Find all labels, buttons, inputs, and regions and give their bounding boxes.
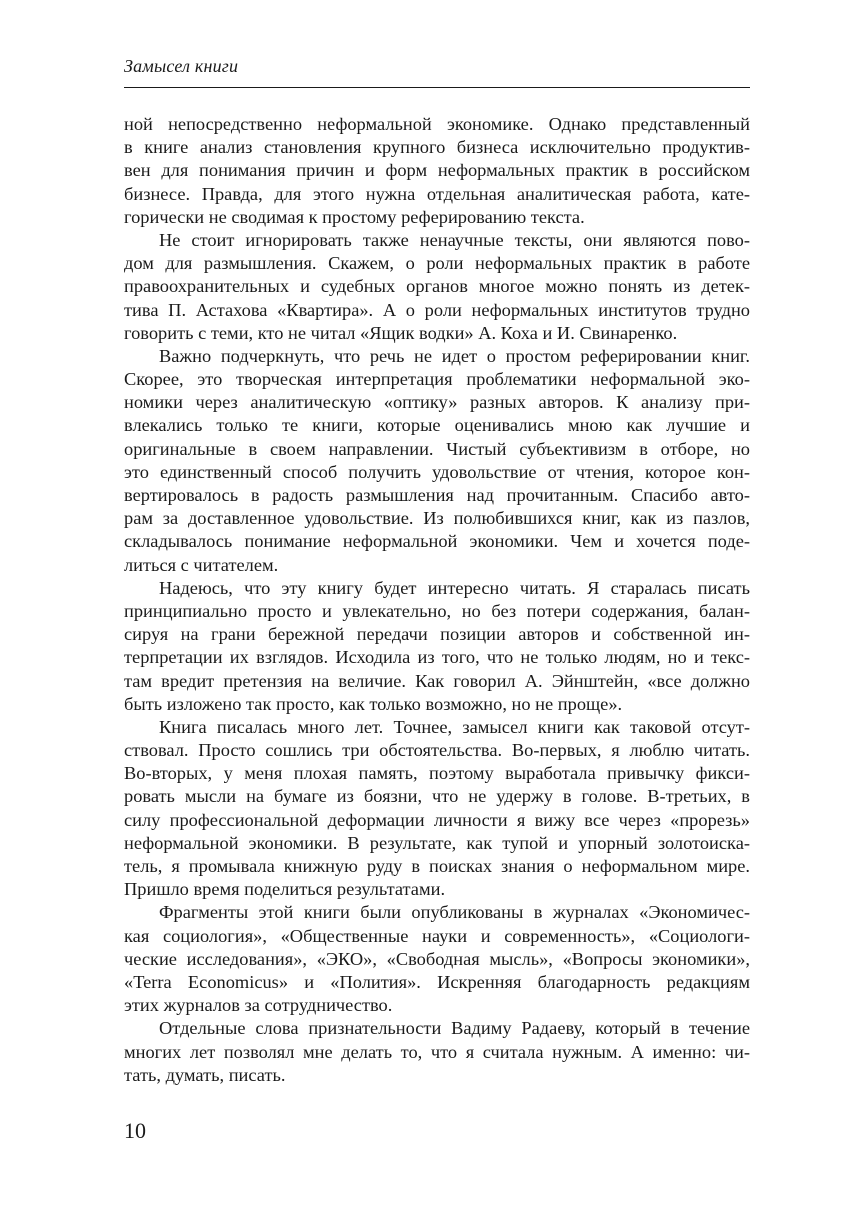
text-line: вен для понимания причин и форм неформальных практик в российском bbox=[124, 160, 750, 181]
text-line: литься с читателем. bbox=[124, 554, 279, 575]
text-line: Важно подчеркнуть, что речь не идет о простом реферировании книг. bbox=[159, 345, 750, 366]
text-line: Скорее, это творческая интерпретация проблематики неформальной эко- bbox=[124, 369, 750, 390]
text-line: Не стоит игнорировать также ненаучные тексты, они являются пово- bbox=[159, 229, 750, 250]
header-rule bbox=[124, 87, 750, 88]
text-line: Пришло время поделиться результатами. bbox=[124, 879, 446, 900]
text-line: говорить с теми, кто не читал «Ящик водки» А. Коха и И. Свинаренко. bbox=[124, 322, 678, 343]
text-line: бизнесе. Правда, для этого нужна отдельная аналитическая работа, кате- bbox=[124, 183, 750, 204]
text-line: терпретации их взглядов. Исходила из того, что не только людям, но и текс- bbox=[124, 647, 750, 668]
paragraph bbox=[124, 577, 750, 716]
text-line: в книге анализ становления крупного бизнеса исключительно продуктив- bbox=[124, 137, 750, 158]
text-line: правоохранительных и судебных органов многое можно понять из детек- bbox=[124, 276, 750, 297]
paragraph bbox=[124, 716, 750, 902]
text-line: ческие исследования», «ЭКО», «Свободная мысль», «Вопросы экономики», bbox=[124, 948, 750, 969]
text-line: номики через аналитическую «оптику» разных авторов. К анализу при- bbox=[124, 392, 750, 413]
paragraph bbox=[124, 345, 750, 577]
text-line: горически не сводимая к простому реферированию текста. bbox=[124, 206, 585, 227]
text-line: этих журналов за сотрудничество. bbox=[124, 995, 393, 1016]
text-line: это единственный способ получить удовольствие от чтения, которое кон- bbox=[124, 461, 750, 482]
paragraph bbox=[124, 1017, 750, 1087]
text-line: ствовал. Просто сошлись три обстоятельства. Во-первых, я люблю читать. bbox=[124, 740, 750, 761]
text-line: оригинальные в своем направлении. Чистый субъективизм в отборе, но bbox=[124, 438, 750, 459]
text-line: рам за доставленное удовольствие. Из полюбившихся книг, как из пазлов, bbox=[124, 508, 750, 529]
text-line: вертировалось в радость размышления над прочитанным. Спасибо авто- bbox=[124, 485, 750, 505]
text-line: кая социология», «Общественные науки и современность», «Социологи- bbox=[124, 925, 750, 946]
text-line: Отдельные слова признательности Вадиму Радаеву, который в течение bbox=[159, 1018, 750, 1039]
text-line: ной непосредственно неформальной экономике. Однако представленный bbox=[124, 114, 750, 134]
text-line: тива П. Астахова «Квартира». А о роли неформальных институтов трудно bbox=[124, 299, 750, 320]
body-text bbox=[124, 113, 750, 1087]
page-number: 10 bbox=[124, 1118, 146, 1143]
text-line: влекались только те книги, которые оценивались мною как лучшие и bbox=[124, 415, 750, 436]
text-line: принципиально просто и увлекательно, но без потери содержания, балан- bbox=[124, 600, 750, 621]
text-line: тель, я промывала книжную руду в поисках знания о неформальном мире. bbox=[124, 856, 750, 876]
text-line: «Terra Economicus» и «Полития». Искренняя благодарность редакциям bbox=[124, 971, 750, 992]
text-line: Во-вторых, у меня плохая память, поэтому выработала привычку фикси- bbox=[124, 763, 750, 784]
text-line: силу профессиональной деформации личности я вижу все через «прорезь» bbox=[124, 809, 750, 830]
paragraph bbox=[124, 901, 750, 1017]
text-line: Надеюсь, что эту книгу будет интересно читать. Я старалась писать bbox=[159, 577, 750, 598]
text-line: тать, думать, писать. bbox=[124, 1064, 286, 1085]
text-line: сируя на грани бережной передачи позиции авторов и собственной ин- bbox=[124, 624, 750, 645]
text-line: дом для размышления. Скажем, о роли неформальных практик в работе bbox=[124, 253, 750, 274]
running-head: Замысел книги bbox=[124, 56, 239, 76]
text-line: ровать мысли на бумаге из боязни, что не удержу в голове. В-третьих, в bbox=[124, 786, 750, 807]
paragraph bbox=[124, 113, 750, 229]
text-line: Книга писалась много лет. Точнее, замысел книги как таковой отсут- bbox=[159, 716, 750, 737]
text-line: складывалось понимание неформальной экономики. Чем и хочется поде- bbox=[124, 531, 750, 552]
text-line: Фрагменты этой книги были опубликованы в журналах «Экономичес- bbox=[159, 902, 750, 923]
text-line: там вредит претензия на величие. Как говорил А. Эйнштейн, «все должно bbox=[124, 670, 750, 691]
text-line: быть изложено так просто, как только возможно, но не проще». bbox=[124, 693, 623, 714]
text-line: неформальной экономики. В результате, как тупой и упорный золотоиска- bbox=[124, 832, 750, 853]
text-line: многих лет позволял мне делать то, что я считала нужным. А именно: чи- bbox=[124, 1041, 750, 1062]
paragraph bbox=[124, 229, 750, 345]
